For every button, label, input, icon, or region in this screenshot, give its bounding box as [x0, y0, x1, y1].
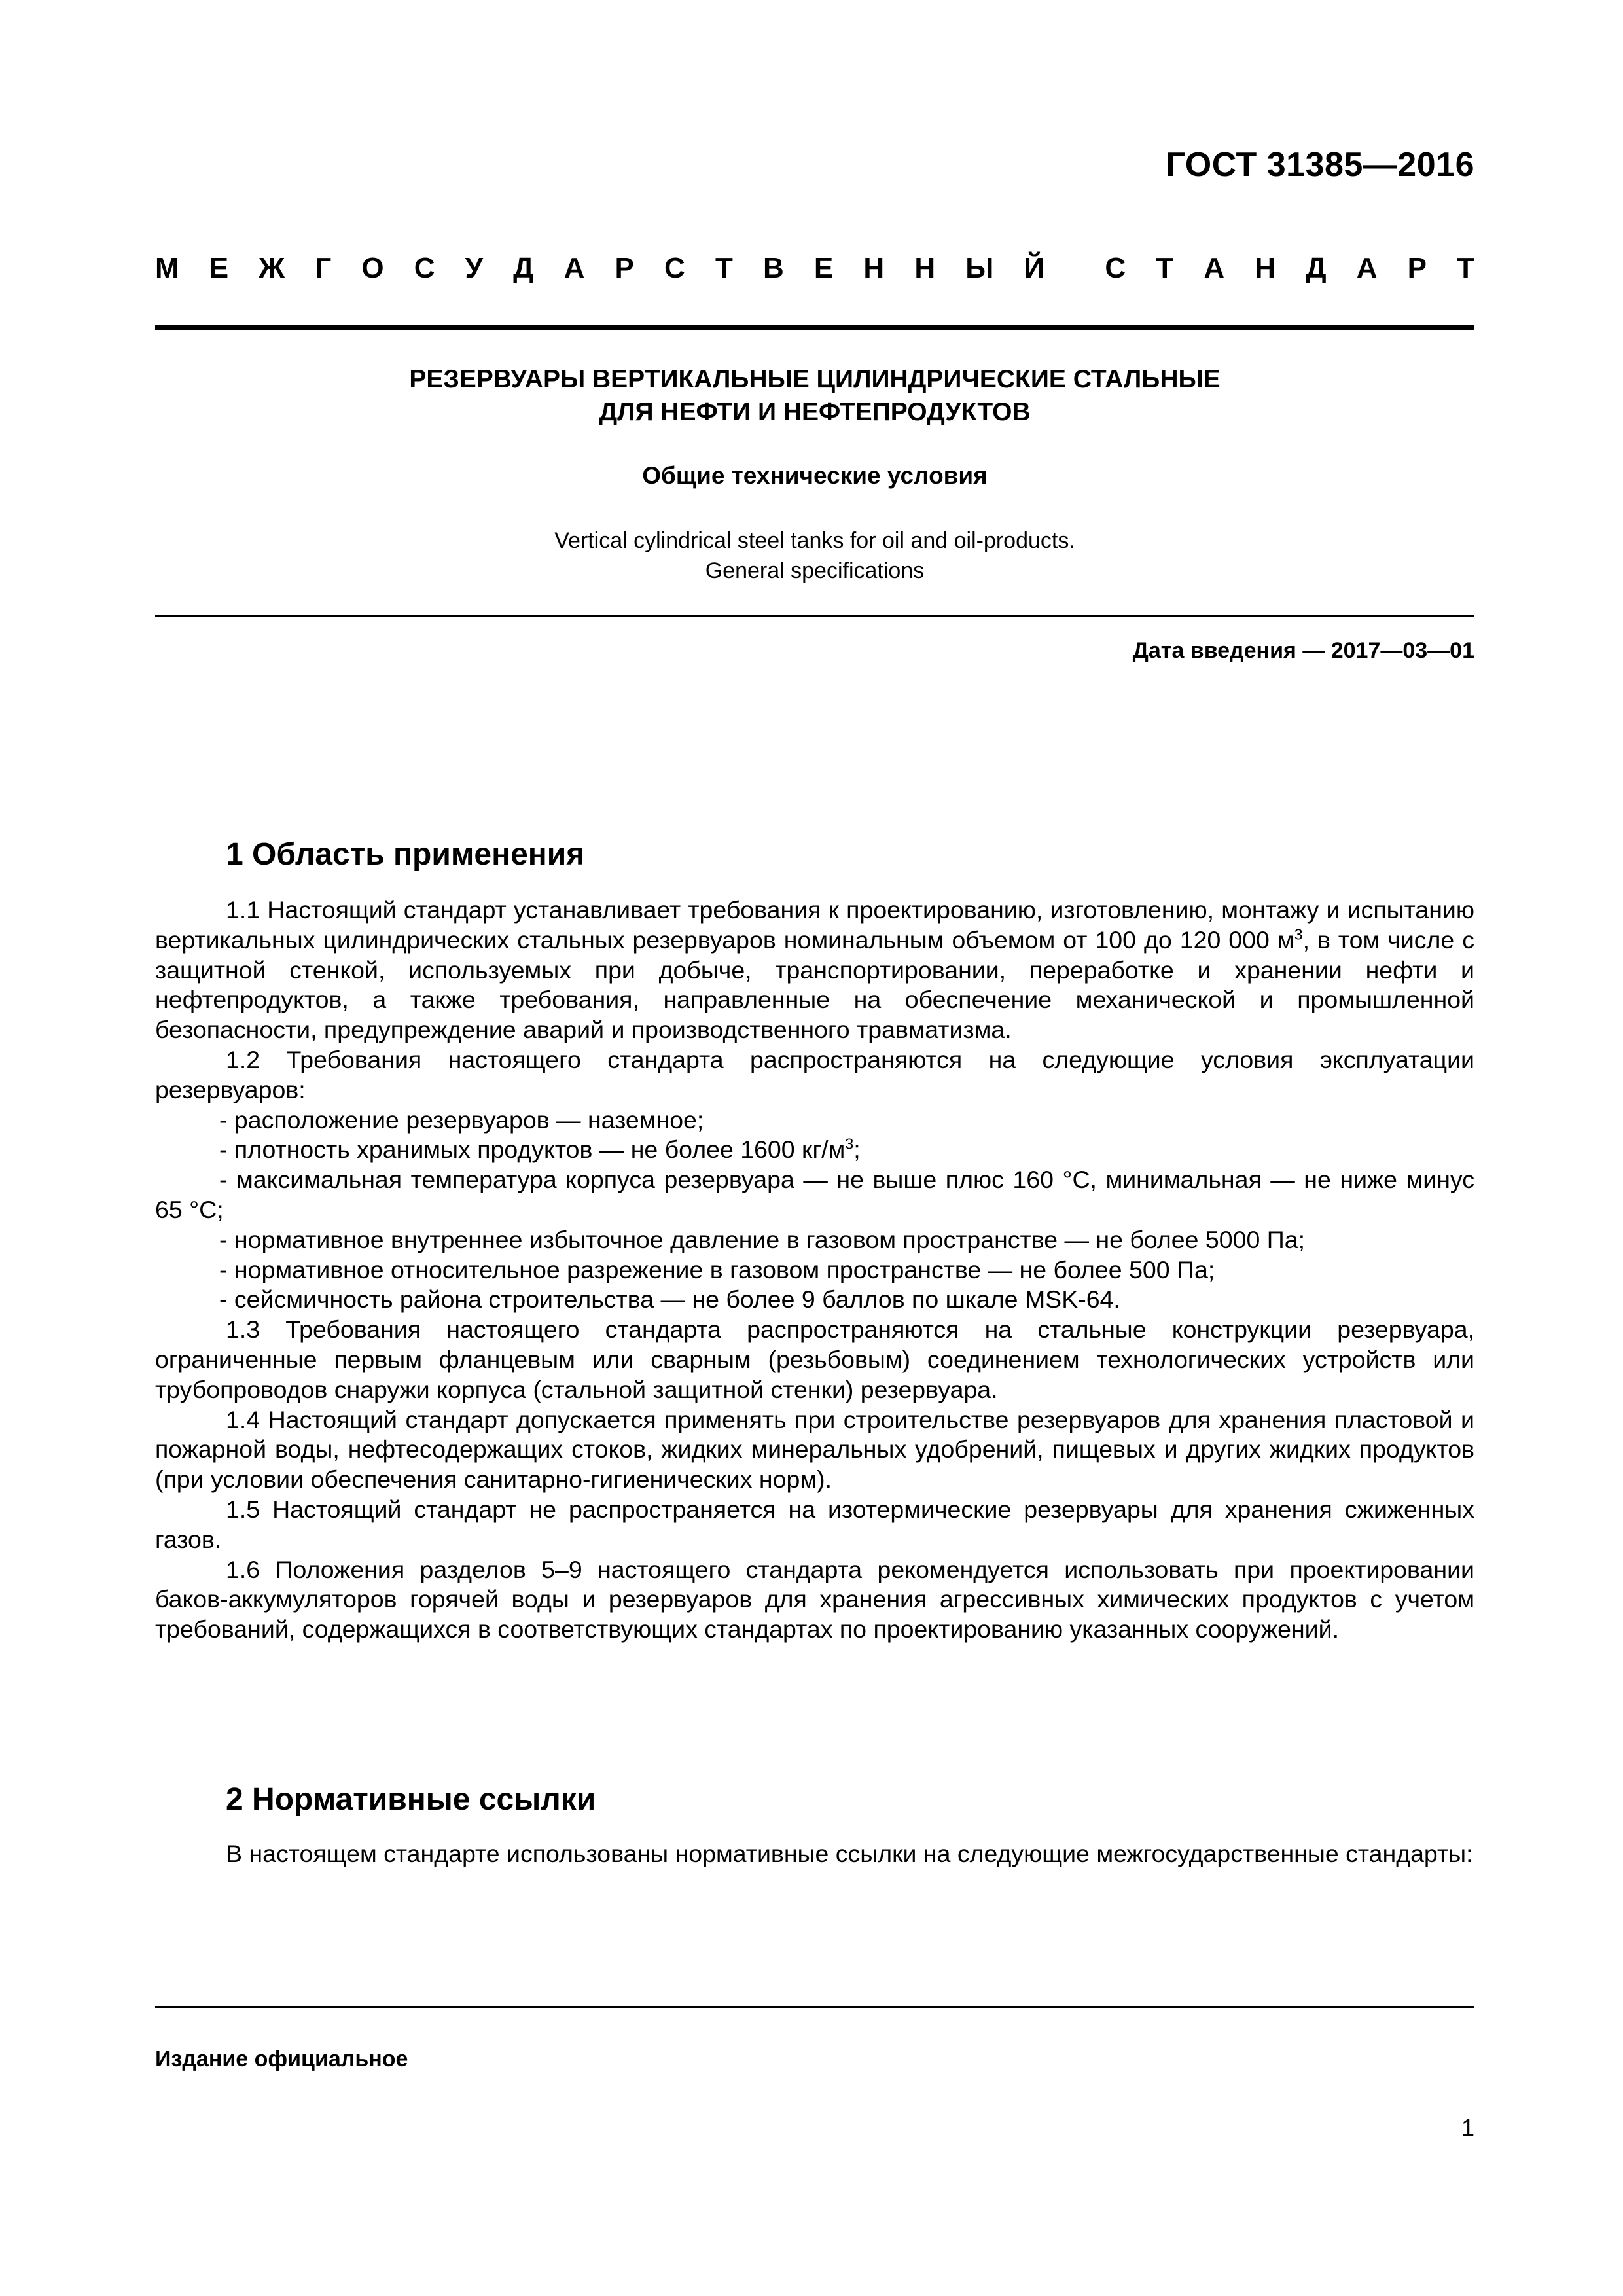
- paragraph-1-5: 1.5 Настоящий стандарт не распространяется на изотермические резервуары для хранения сжиженных газов.: [155, 1495, 1474, 1553]
- paragraph-1-4: 1.4 Настоящий стандарт допускается применять при строительстве резервуаров для хранения пластовой и пожарной воды, нефтесодержащих стоков, жидких минеральных удобрений, пищевых и других жидких продуктов (при условии обеспечения санитарно-гигиенических норм).: [155, 1405, 1474, 1494]
- list-item: - нормативное внутреннее избыточное давление в газовом пространстве — не более 5000 Па;: [219, 1225, 1305, 1253]
- header-letter: Н: [914, 252, 936, 284]
- header-letter: Е: [813, 252, 834, 284]
- subtitle-english-line-1: Vertical cylindrical steel tanks for oil and oil-products.: [554, 528, 1075, 553]
- header-letter: Д: [513, 252, 534, 284]
- paragraph-1-1: 1.1 Настоящий стандарт устанавливает требования к проектированию, изготовлению, монтажу и испытанию вертикальных цилиндрических стальных резервуаров номинальным объемом от 100 до 120 000 $м^3$, в том числе с защитной стенкой, используемых при добыче, транспортировании, переработке и хранении нефти и нефтепродуктов, а также требования, направленные на обеспечение механической и промышленной безопасности, предупреждение аварий и производственного травматизма.: [155, 896, 1474, 1044]
- header-letter: Й: [1024, 252, 1045, 284]
- paragraph-2: В настоящем стандарте использованы нормативные ссылки на следующие межгосударственные стандарты:: [226, 1840, 1473, 1867]
- header-letter: С: [664, 252, 685, 284]
- header-letter: У: [465, 252, 483, 284]
- list-item: - плотность хранимых продуктов — не более 1600 $кг/м^3$;: [219, 1135, 861, 1164]
- subtitle-russian: Общие технические условия: [642, 462, 988, 489]
- effective-date: Дата введения — 2017—03—01: [1132, 638, 1474, 663]
- title-rule: [155, 615, 1474, 617]
- header-letter: А: [1356, 252, 1378, 284]
- title-line-2: ДЛЯ НЕФТИ И НЕФТЕПРОДУКТОВ: [599, 398, 1031, 426]
- header-letter: Ы: [965, 252, 994, 284]
- section-1-body: [155, 895, 1474, 1645]
- standard-type-header: [155, 252, 1474, 285]
- header-letter: Г: [315, 252, 332, 284]
- header-letter: Е: [209, 252, 229, 284]
- subtitle-english-line-2: General specifications: [705, 558, 925, 583]
- paragraph-1-2: 1.2 Требования настоящего стандарта распространяются на следующие условия эксплуатации резервуаров:: [155, 1045, 1474, 1103]
- page-number: 1: [1461, 2114, 1474, 2141]
- header-letter: О: [361, 252, 384, 284]
- paragraph-1-3: 1.3 Требования настоящего стандарта распространяются на стальные конструкции резервуара, ограниченные первым фланцевым или сварным (резьбовым) соединением технологических устройств или трубопроводов снаружи корпуса (стальной защитной стенки) резервуара.: [155, 1316, 1474, 1403]
- document-number: ГОСТ 31385—2016: [1166, 146, 1474, 184]
- list-item: - максимальная температура корпуса резервуара — не выше плюс 160 °С, минимальная — не ниже минус 65 °С;: [155, 1166, 1474, 1223]
- header-letter: М: [155, 252, 179, 284]
- header-rule: [155, 325, 1474, 330]
- list-item: - расположение резервуаров — наземное;: [219, 1105, 704, 1134]
- header-letter: С: [414, 252, 435, 284]
- title-line-1: РЕЗЕРВУАРЫ ВЕРТИКАЛЬНЫЕ ЦИЛИНДРИЧЕСКИЕ СТАЛЬНЫЕ: [409, 365, 1221, 393]
- header-letter: Т: [1156, 252, 1174, 284]
- header-letter: С: [1105, 252, 1126, 284]
- list-item: - сейсмичность района строительства — не более 9 баллов по шкале MSK-64.: [219, 1285, 1120, 1314]
- header-letter: Р: [1407, 252, 1427, 284]
- header-letter: Р: [615, 252, 634, 284]
- header-letter: Н: [1255, 252, 1276, 284]
- section-2-heading: 2 Нормативные ссылки: [226, 1782, 596, 1817]
- footer-rule: [155, 2006, 1474, 2008]
- header-letter: Т: [715, 252, 733, 284]
- section-2-body: [155, 1839, 1474, 1869]
- edition-label: Издание официальное: [155, 2047, 408, 2072]
- list-item: - нормативное относительное разрежение в газовом пространстве — не более 500 Па;: [219, 1255, 1215, 1283]
- header-letter: Н: [863, 252, 885, 284]
- paragraph-1-6: 1.6 Положения разделов 5–9 настоящего стандарта рекомендуется использовать при проектировании баков-аккумуляторов горячей воды и резервуаров для хранения агрессивных химических продуктов с учетом требований, содержащихся в соответствующих стандартах по проектированию указанных сооружений.: [155, 1555, 1474, 1643]
- header-letter: Д: [1306, 252, 1327, 284]
- header-letter: В: [763, 252, 784, 284]
- header-letter: Ж: [259, 252, 285, 284]
- header-letter: А: [1204, 252, 1225, 284]
- header-letter: Т: [1457, 252, 1474, 284]
- header-letter: А: [563, 252, 585, 284]
- section-1-heading: 1 Область применения: [226, 837, 585, 872]
